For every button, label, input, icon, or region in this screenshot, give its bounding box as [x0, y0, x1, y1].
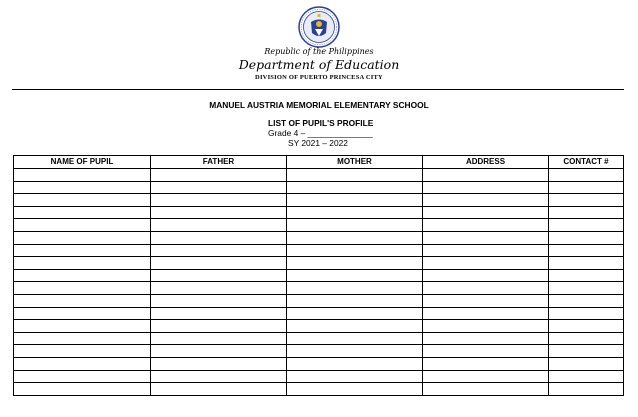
- table-cell: [14, 357, 151, 370]
- table-cell: [151, 244, 287, 257]
- table-cell: [549, 282, 624, 295]
- table-cell: [14, 194, 151, 207]
- table-cell: [151, 194, 287, 207]
- table-cell: [287, 307, 423, 320]
- table-cell: [287, 244, 423, 257]
- column-header-name: NAME OF PUPIL: [14, 156, 151, 169]
- republic-heading: Republic of the Philippines: [264, 47, 374, 56]
- table-row: [14, 345, 624, 358]
- table-cell: [423, 370, 549, 383]
- table-cell: [549, 206, 624, 219]
- table-cell: [549, 269, 624, 282]
- division-heading: DIVISION OF PUERTO PRINCESA CITY: [255, 74, 383, 81]
- table-cell: [151, 257, 287, 270]
- list-title: LIST OF PUPIL'S PROFILE: [268, 118, 374, 128]
- table-cell: [423, 357, 549, 370]
- table-cell: [549, 169, 624, 182]
- table-cell: [151, 282, 287, 295]
- table-cell: [423, 383, 549, 396]
- table-cell: [151, 219, 287, 232]
- table-cell: [151, 370, 287, 383]
- table-cell: [14, 332, 151, 345]
- table-row: [14, 244, 624, 257]
- table-cell: [14, 345, 151, 358]
- table-cell: [287, 181, 423, 194]
- pupil-profile-table: [13, 155, 624, 396]
- table-cell: [151, 206, 287, 219]
- deped-seal-icon: [298, 6, 340, 48]
- table-row: [14, 269, 624, 282]
- table-cell: [151, 383, 287, 396]
- table-cell: [14, 231, 151, 244]
- table-row: [14, 383, 624, 396]
- table-cell: [287, 194, 423, 207]
- table-cell: [14, 206, 151, 219]
- table-cell: [14, 370, 151, 383]
- header-divider: [12, 89, 624, 90]
- table-cell: [287, 206, 423, 219]
- table-cell: [423, 320, 549, 333]
- table-cell: [549, 257, 624, 270]
- table-row: [14, 257, 624, 270]
- table-cell: [549, 294, 624, 307]
- table-row: [14, 332, 624, 345]
- table-cell: [287, 294, 423, 307]
- table-cell: [549, 383, 624, 396]
- table-row: [14, 370, 624, 383]
- table-cell: [287, 257, 423, 270]
- table-cell: [287, 269, 423, 282]
- column-header-address: ADDRESS: [423, 156, 549, 169]
- table-cell: [549, 370, 624, 383]
- table-cell: [549, 244, 624, 257]
- column-header-contact: CONTACT #: [549, 156, 624, 169]
- table-row: [14, 282, 624, 295]
- table-cell: [287, 231, 423, 244]
- table-row: [14, 206, 624, 219]
- table-cell: [287, 332, 423, 345]
- table-cell: [423, 294, 549, 307]
- column-header-father: FATHER: [151, 156, 287, 169]
- table-cell: [287, 383, 423, 396]
- table-cell: [423, 181, 549, 194]
- table-cell: [14, 269, 151, 282]
- table-cell: [423, 244, 549, 257]
- school-name: MANUEL AUSTRIA MEMORIAL ELEMENTARY SCHOOL: [209, 100, 429, 110]
- table-cell: [14, 169, 151, 182]
- table-row: [14, 231, 624, 244]
- table-cell: [287, 169, 423, 182]
- grade-line: Grade 4 – ______________: [268, 128, 373, 138]
- table-cell: [151, 357, 287, 370]
- table-cell: [287, 357, 423, 370]
- table-header-row: [14, 156, 624, 169]
- table-row: [14, 307, 624, 320]
- table-cell: [287, 370, 423, 383]
- column-header-mother: MOTHER: [287, 156, 423, 169]
- table-cell: [151, 181, 287, 194]
- table-cell: [549, 345, 624, 358]
- table-cell: [549, 219, 624, 232]
- table-cell: [14, 244, 151, 257]
- table-cell: [287, 219, 423, 232]
- table-cell: [14, 181, 151, 194]
- table-cell: [14, 383, 151, 396]
- table-cell: [151, 169, 287, 182]
- table-cell: [14, 282, 151, 295]
- table-row: [14, 194, 624, 207]
- table-row: [14, 181, 624, 194]
- table-cell: [287, 320, 423, 333]
- table-cell: [549, 307, 624, 320]
- table-cell: [14, 257, 151, 270]
- table-cell: [151, 307, 287, 320]
- table-cell: [151, 320, 287, 333]
- table-cell: [14, 294, 151, 307]
- table-cell: [151, 332, 287, 345]
- table-cell: [423, 169, 549, 182]
- table-cell: [423, 206, 549, 219]
- table-cell: [151, 231, 287, 244]
- table-cell: [151, 269, 287, 282]
- table-cell: [549, 194, 624, 207]
- table-row: [14, 294, 624, 307]
- table-cell: [423, 332, 549, 345]
- table-cell: [14, 320, 151, 333]
- table-cell: [549, 231, 624, 244]
- table-cell: [423, 231, 549, 244]
- table-row: [14, 169, 624, 182]
- table-cell: [14, 307, 151, 320]
- table-row: [14, 219, 624, 232]
- table-cell: [151, 345, 287, 358]
- table-cell: [14, 219, 151, 232]
- school-year: SY 2021 – 2022: [288, 138, 348, 148]
- table-cell: [423, 194, 549, 207]
- table-cell: [423, 345, 549, 358]
- table-cell: [423, 257, 549, 270]
- table-cell: [151, 294, 287, 307]
- table-cell: [549, 181, 624, 194]
- table-cell: [287, 282, 423, 295]
- table-cell: [423, 269, 549, 282]
- table-row: [14, 357, 624, 370]
- table-cell: [423, 282, 549, 295]
- table-cell: [549, 357, 624, 370]
- table-cell: [549, 332, 624, 345]
- table-cell: [423, 219, 549, 232]
- department-heading: Department of Education: [238, 57, 400, 72]
- table-cell: [287, 345, 423, 358]
- table-row: [14, 320, 624, 333]
- table-cell: [549, 320, 624, 333]
- table-cell: [423, 307, 549, 320]
